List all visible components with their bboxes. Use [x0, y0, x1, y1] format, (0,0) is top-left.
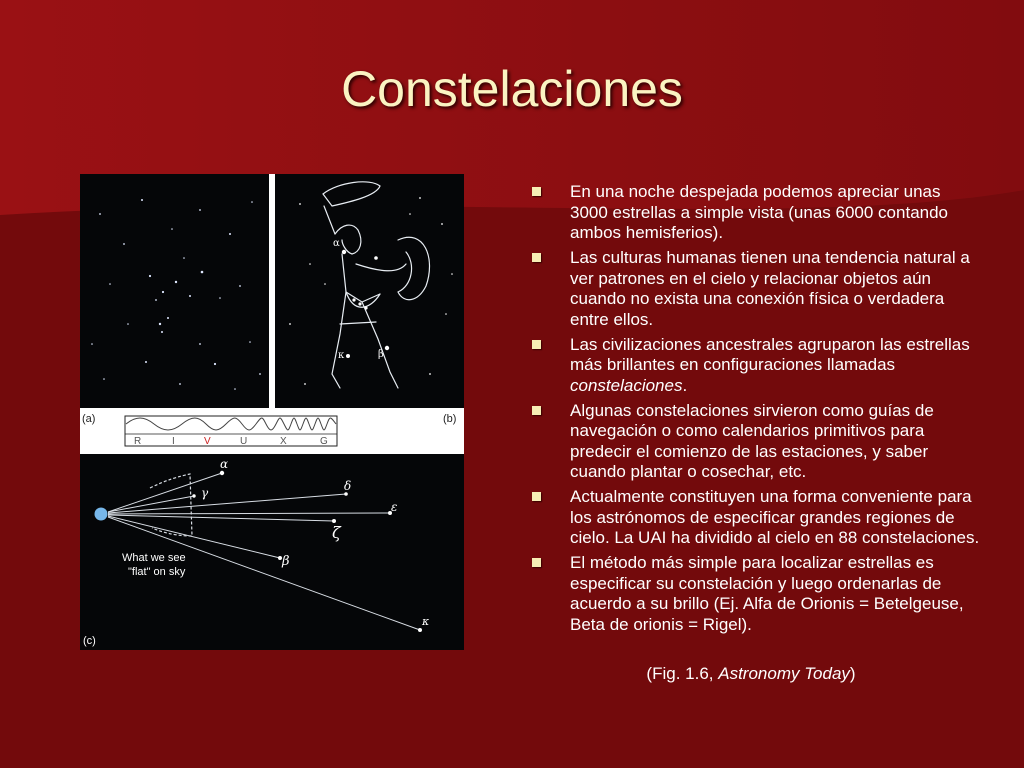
bullet-item: Las civilizaciones ancestrales agruparon las estrellas más brillantes en configuraciones llamadas constelaciones.: [532, 335, 982, 397]
panel-a-label: (a): [82, 413, 96, 425]
bullet-item: El método más simple para localizar estrellas es especificar su constelación y luego ordenarlas de acuerdo a su brillo (Ej. Alfa de Orionis = Betelgeuse, Beta de orionis = Rigel).: [532, 553, 982, 635]
panel-b-orion: [275, 174, 464, 408]
star-label-gamma: γ: [201, 486, 209, 500]
figure-caption: (Fig. 1.6, Astronomy Today): [646, 664, 856, 683]
orion-alpha-label: α: [333, 238, 340, 249]
spectrum-bar: [125, 416, 337, 447]
bullet-item: Algunas constelaciones sirvieron como guías de navegación o como calendarios primitivos para predecir el comienzo de las estaciones, y saber cuando plantar o cosechar, etc.: [532, 401, 982, 483]
square-bullet-icon: [532, 253, 541, 262]
spectrum-label-g: G: [320, 436, 328, 447]
spectrum-label-v: V: [204, 436, 211, 447]
bullet-item: En una noche despejada podemos apreciar unas 3000 estrellas a simple vista (unas 6000 contando ambos hemisferios).: [532, 182, 982, 244]
square-bullet-icon: [532, 492, 541, 501]
flat-on-sky-line1: What we see: [122, 552, 186, 564]
spectrum-label-x: X: [280, 436, 287, 447]
spectrum-label-r: R: [134, 436, 142, 447]
bullet-item: Las culturas humanas tienen una tendencia natural a ver patrones en el cielo y relacionar objetos aún cuando no exista una conexión física o verdadera entre ellos.: [532, 248, 982, 330]
bullet-list: [532, 182, 982, 640]
flat-on-sky-line2: "flat" on sky: [128, 566, 186, 578]
spectrum-label-u: U: [240, 436, 248, 447]
orion-kappa-label: κ: [338, 350, 345, 361]
star-label-kappa: κ: [422, 615, 430, 628]
panel-a-star-field: [80, 174, 269, 408]
bullet-item: Actualmente constituyen una forma conveniente para los astrónomos de especificar grandes regiones de cielo. La UAI ha dividido al cielo en 88 constelaciones.: [532, 487, 982, 549]
orion-beta-label: β: [378, 349, 384, 360]
slide-title: Constelaciones: [341, 61, 683, 117]
spectrum-label-i: I: [172, 436, 175, 447]
square-bullet-icon: [532, 406, 541, 415]
panel-c-label: (c): [83, 635, 96, 647]
square-bullet-icon: [532, 558, 541, 567]
star-label-alpha: α: [220, 457, 229, 471]
square-bullet-icon: [532, 340, 541, 349]
earth-observer: [95, 508, 108, 521]
panel-b-label: (b): [443, 413, 457, 425]
star-label-beta: β: [282, 554, 290, 569]
star-label-delta: δ: [344, 479, 352, 493]
square-bullet-icon: [532, 187, 541, 196]
star-label-epsilon: ε: [391, 500, 398, 514]
constellation-figure: [80, 174, 464, 650]
star-label-zeta: ζ: [332, 523, 341, 542]
